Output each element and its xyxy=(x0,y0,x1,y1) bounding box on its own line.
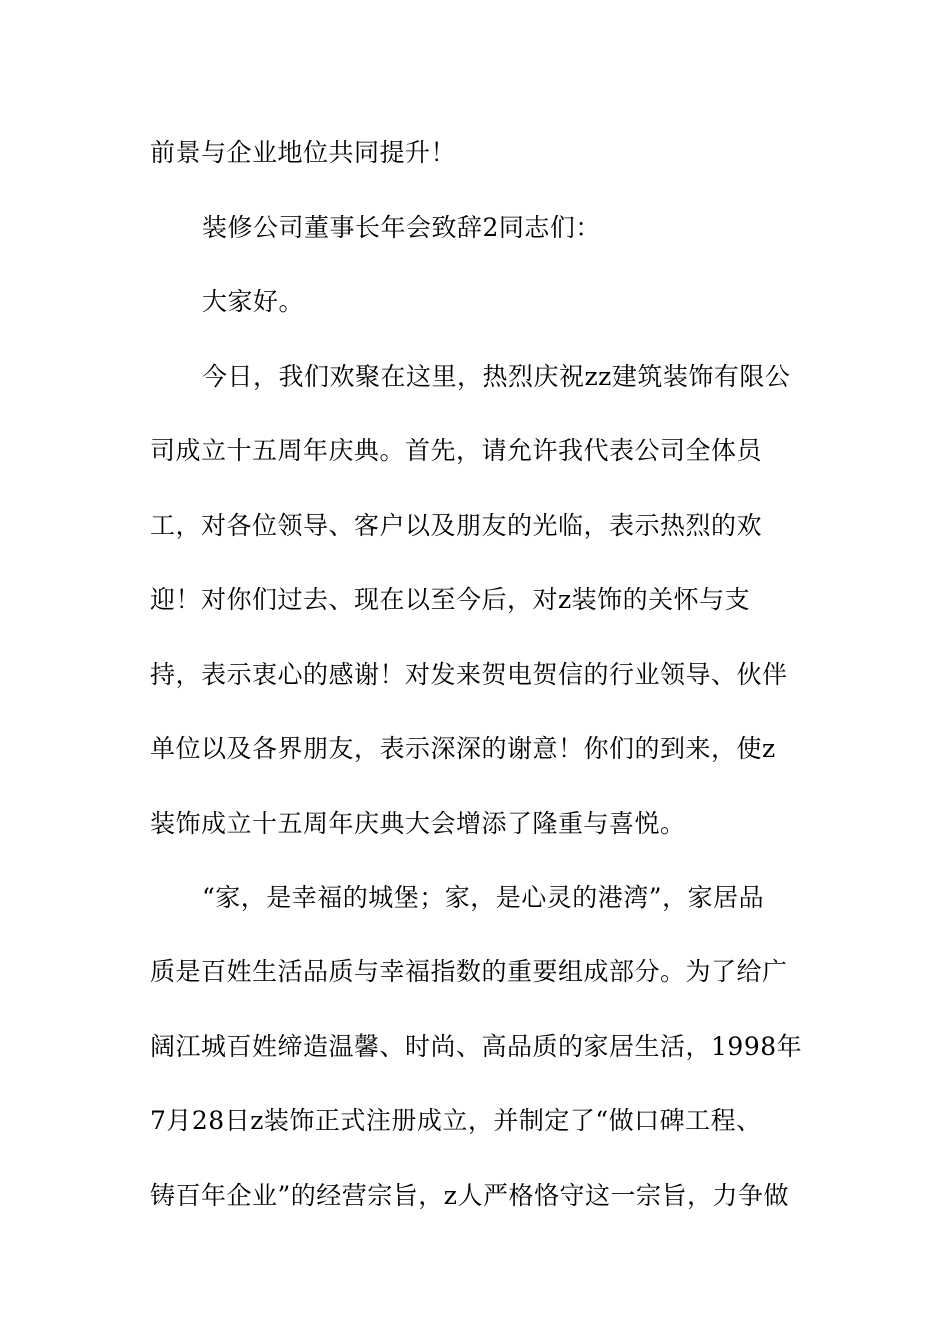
text-line: 前景与企业地位共同提升！ xyxy=(150,138,457,167)
text-line: 装饰成立十五周年庆典大会增添了隆重与喜悦。 xyxy=(150,809,686,838)
text-line: 铸百年企业”的经营宗旨，z人严格恪守这一宗旨，力争做 xyxy=(150,1181,789,1210)
text-line: 大家好。 xyxy=(202,287,305,316)
text-line: 质是百姓生活品质与幸福指数的重要组成部分。为了给广 xyxy=(150,957,788,986)
text-line: 持，表示衷心的感谢！对发来贺电贺信的行业领导、伙伴 xyxy=(150,660,788,689)
text-line: 单位以及各界朋友，表示深深的谢意！你们的到来，使z xyxy=(150,734,776,763)
text-line: 装修公司董事长年会致辞2同志们： xyxy=(202,213,601,242)
text-line: 今日，我们欢聚在这里，热烈庆祝zz建筑装饰有限公 xyxy=(202,362,791,391)
text-line: 阔江城百姓缔造温馨、时尚、高品质的家居生活，1998年 xyxy=(150,1032,803,1061)
text-line: 7月28日z装饰正式注册成立，并制定了“做口碑工程、 xyxy=(150,1106,762,1135)
text-line: “家，是幸福的城堡；家，是心灵的港湾”，家居品 xyxy=(202,883,765,912)
text-line: 司成立十五周年庆典。首先，请允许我代表公司全体员 xyxy=(150,436,763,465)
text-line: 迎！对你们过去、现在以至今后，对z装饰的关怀与支 xyxy=(150,585,751,614)
text-line: 工，对各位领导、客户以及朋友的光临，表示热烈的欢 xyxy=(150,511,763,540)
